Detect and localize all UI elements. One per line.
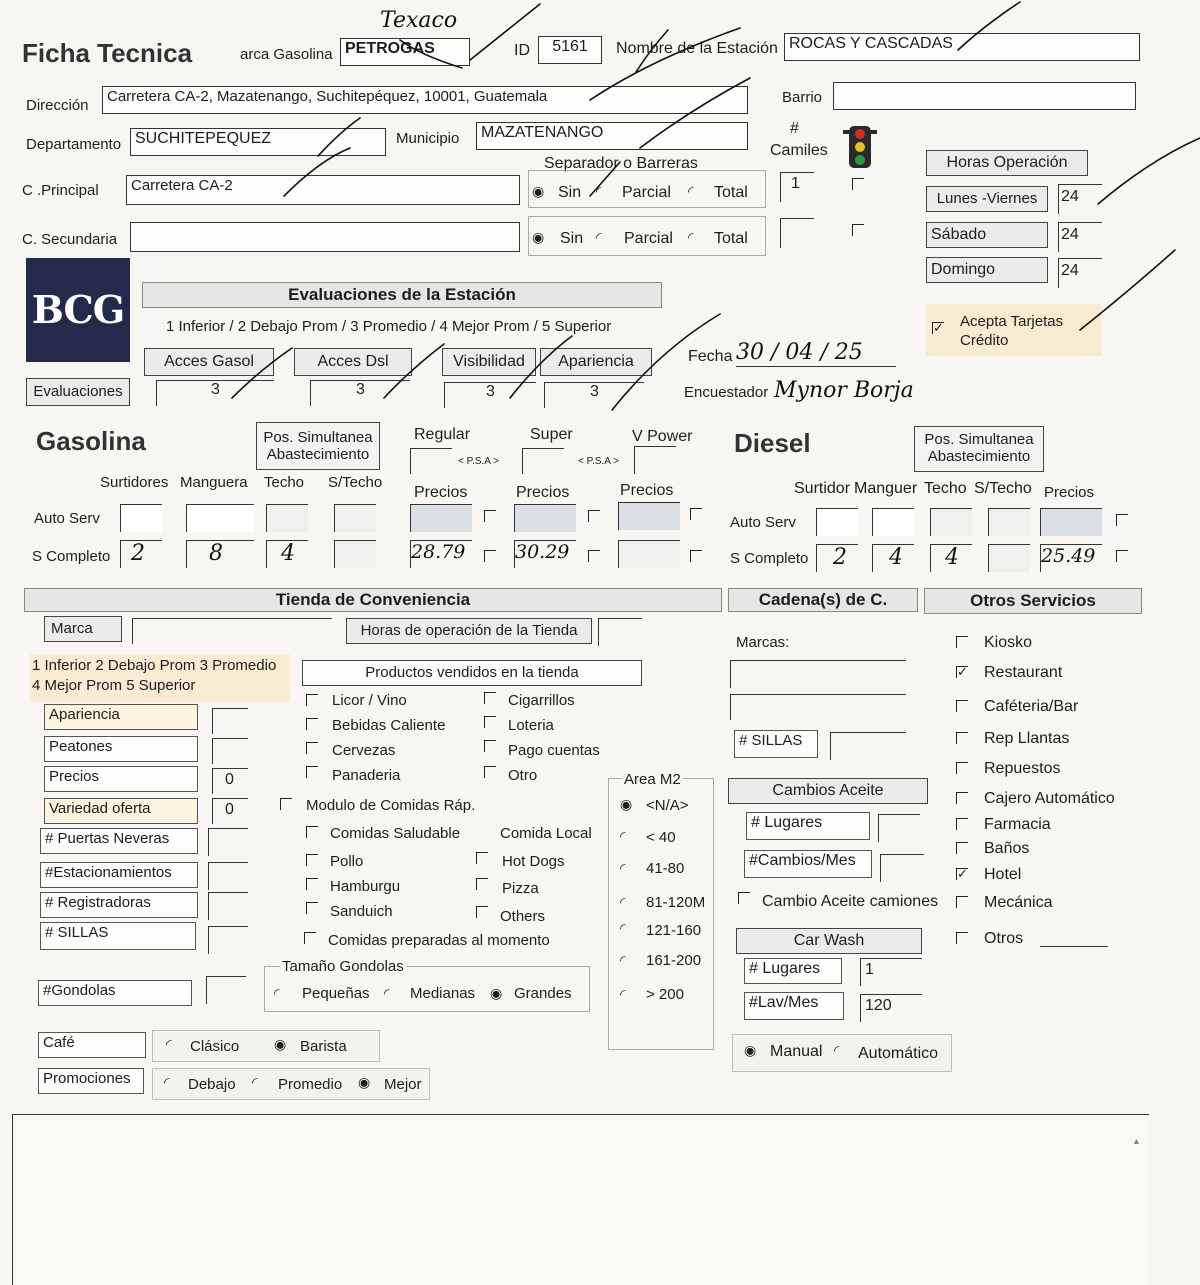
area-121-160-label: 121-160 — [646, 922, 702, 939]
area-title: Area M2 — [624, 771, 681, 788]
eval-acces-dsl-field[interactable]: 3 — [310, 380, 410, 406]
sep2-parcial-label: Parcial — [624, 230, 673, 247]
dsl-completo-precio[interactable]: 25.49 — [1040, 544, 1102, 572]
encuestador-value[interactable]: Mynor Borja — [774, 378, 914, 403]
pen-stroke — [590, 28, 740, 100]
form-title: Ficha Tecnica — [22, 38, 193, 68]
area-200-radio[interactable]: ◜ — [620, 986, 626, 1002]
pen-stroke — [590, 162, 620, 196]
gas-col-techo: Techo — [264, 474, 305, 491]
cw-lav-field[interactable]: 120 — [860, 994, 922, 1022]
pen-stroke — [636, 30, 668, 72]
cambio-camiones-label: Cambio Aceite camiones — [762, 893, 939, 910]
otros-label-3: Rep Llantas — [984, 730, 1070, 747]
evaluaciones-scale: 1 Inferior / 2 Debajo Prom / 3 Promedio / 4 Mejor Prom / 5 Superior — [166, 318, 612, 335]
eval-acces-gasol-field[interactable]: 3 — [156, 380, 274, 406]
otros-label-4: Repuestos — [984, 760, 1061, 777]
prod-cervezas-label: Cervezas — [332, 742, 396, 759]
area-na-radio[interactable]: ◉ — [620, 796, 633, 812]
dsl-row-completo: S Completo — [730, 550, 809, 567]
mode-auto-radio[interactable]: ◜ — [834, 1042, 840, 1058]
dsl-completo-techo[interactable]: 4 — [930, 544, 972, 572]
dsl-col-manguer: Manguer — [854, 480, 918, 497]
cadena-marcas-label: Marcas: — [736, 634, 790, 651]
tienda-scale-2: 4 Mejor Prom 5 Superior — [32, 677, 196, 694]
promo-mejor-label: Mejor — [384, 1076, 422, 1093]
estacion-label: Nombre de la Estación — [616, 40, 778, 57]
gas-col-surtidores: Surtidores — [100, 474, 169, 491]
horas-sab-field[interactable]: 24 — [1058, 222, 1102, 252]
cambios-title: Cambios Aceite — [728, 778, 928, 804]
diesel-pos-line2: Abastecimiento — [927, 448, 1031, 465]
id-label: ID — [514, 42, 530, 59]
gas-precios-2: Precios — [516, 484, 570, 501]
tarjetas-check[interactable]: ✓ — [933, 320, 944, 335]
sep2-parcial-radio[interactable]: ◜ — [596, 229, 602, 245]
dsl-completo-manguer[interactable]: 4 — [872, 544, 914, 572]
area-161-200-radio[interactable]: ◜ — [620, 952, 626, 968]
promo-debajo-radio[interactable]: ◜ — [164, 1074, 170, 1090]
pen-stroke — [384, 344, 444, 398]
pen-stroke — [400, 40, 462, 68]
municipio-label: Municipio — [396, 130, 460, 147]
mode-manual-radio[interactable]: ◉ — [744, 1042, 757, 1058]
departamento-field[interactable]: SUCHITEPEQUEZ — [130, 128, 386, 156]
bcg-logo: BCG — [26, 258, 130, 362]
sep1-total-radio[interactable]: ◜ — [688, 183, 694, 199]
municipio-field[interactable]: MAZATENANGO — [476, 122, 748, 150]
otros-check-1[interactable]: ✓ — [957, 664, 968, 679]
comida-saludable-label: Comidas Saludable — [330, 825, 461, 842]
pen-stroke — [1098, 138, 1200, 204]
horas-lv-field[interactable]: 24 — [1058, 184, 1102, 214]
cw-lugares-label: # Lugares — [744, 958, 842, 984]
sep2-sin-radio[interactable]: ◉ — [532, 229, 545, 245]
gas-row-completo: S Completo — [32, 548, 111, 565]
rating-estacionamientos-label: #Estacionamientos — [40, 862, 198, 888]
dsl-col-precios: Precios — [1044, 484, 1095, 501]
marca-field[interactable]: PETROGAS — [340, 38, 470, 66]
dsl-col-stecho: S/Techo — [974, 480, 1032, 497]
pen-stroke — [318, 118, 360, 156]
comida-hotdogs-label: Hot Dogs — [502, 853, 565, 870]
otros-label-8: Hotel — [984, 866, 1022, 883]
rating-puertas-label: # Puertas Neveras — [40, 828, 198, 854]
otros-label-10: Otros — [984, 930, 1024, 947]
gas-completo-manguera[interactable]: 8 — [186, 540, 254, 568]
marca-label: arca Gasolina — [240, 46, 333, 63]
psa-2: < P.S.A > — [578, 456, 619, 467]
fecha-label: Fecha — [688, 348, 733, 365]
promo-promedio-label: Promedio — [278, 1076, 343, 1093]
gas-completo-precio-super[interactable]: 30.29 — [514, 540, 576, 568]
pen-stroke — [284, 148, 350, 196]
modulo-label: Modulo de Comidas Ráp. — [306, 797, 476, 814]
tienda-title: Tienda de Conveniencia — [24, 588, 722, 612]
rating-peatones-label: Peatones — [44, 736, 198, 762]
fecha-value[interactable]: 30 / 04 / 25 — [736, 340, 863, 365]
departamento-label: Departamento — [26, 136, 122, 153]
horas-sab-label: Sábado — [926, 222, 1048, 248]
promo-mejor-radio[interactable]: ◉ — [358, 1074, 371, 1090]
otros-label-6: Farmacia — [984, 816, 1051, 833]
cadena-title: Cadena(s) de C. — [728, 588, 918, 612]
camiones-label: Camiles — [770, 142, 828, 159]
tamano-grandes-radio[interactable]: ◉ — [490, 985, 503, 1001]
comida-hamburgu-label: Hamburgu — [330, 878, 401, 895]
tienda-horas-label: Horas de operación de la Tienda — [346, 618, 592, 644]
area-41-80-radio[interactable]: ◜ — [620, 860, 626, 876]
comida-others-label: Others — [500, 908, 546, 925]
prod-pago-label: Pago cuentas — [508, 742, 600, 759]
direccion-label: Dirección — [26, 97, 89, 114]
mode-auto-label: Automático — [858, 1045, 939, 1062]
horas-dom-label: Domingo — [926, 257, 1048, 283]
otros-label-9: Mecánica — [984, 894, 1053, 911]
carwash-title: Car Wash — [736, 928, 922, 954]
horas-title: Horas Operación — [926, 150, 1088, 176]
sep1-sin-label: Sin — [558, 184, 582, 201]
otros-title: Otros Servicios — [924, 588, 1142, 614]
separador-title: Separador o Barreras — [544, 155, 698, 172]
area-na-label: <N/A> — [646, 797, 689, 814]
prod-bebidas-label: Bebidas Caliente — [332, 717, 446, 734]
cafe-barista-label: Barista — [300, 1038, 347, 1055]
dsl-completo-surtidor[interactable]: 2 — [816, 544, 858, 572]
tarjetas-label-2: Crédito — [960, 332, 1009, 349]
diesel-title: Diesel — [734, 428, 811, 458]
cafe-clasico-radio[interactable]: ◜ — [166, 1036, 172, 1052]
cw-lav-label: #Lav/Mes — [744, 992, 844, 1020]
gas-completo-techo[interactable]: 4 — [266, 540, 308, 568]
pen-stroke — [1080, 250, 1175, 330]
barrio-label: Barrio — [782, 89, 823, 106]
fuel-regular-label: Regular — [414, 426, 471, 443]
pen-stroke — [612, 314, 720, 410]
area-81-120-radio[interactable]: ◜ — [620, 894, 626, 910]
gas-completo-surtidores[interactable]: 2 — [120, 540, 162, 568]
otros-label-5: Cajero Automático — [984, 790, 1115, 807]
area-40-label: < 40 — [646, 829, 676, 846]
cafe-label: Café — [38, 1032, 146, 1058]
gondolas-label: #Gondolas — [38, 980, 192, 1006]
sep1-total-label: Total — [714, 184, 748, 201]
encuestador-label: Encuestador — [684, 384, 769, 401]
area-40-radio[interactable]: ◜ — [620, 828, 626, 844]
pen-stroke — [640, 78, 750, 148]
c-secundaria-label: C. Secundaria — [22, 231, 118, 248]
sep2-total-label: Total — [714, 230, 748, 247]
otros-check-8[interactable]: ✓ — [957, 866, 968, 881]
direccion-field[interactable]: Carretera CA-2, Mazatenango, Suchitepéquez, 10001, Guatemala — [102, 86, 748, 114]
evaluaciones-row-label: Evaluaciones — [26, 378, 130, 406]
dsl-row-auto: Auto Serv — [730, 514, 796, 531]
sep2-sin-label: Sin — [560, 230, 584, 247]
eval-acces-dsl-label: Acces Dsl — [294, 348, 412, 376]
tamano-pequenas-label: Pequeñas — [302, 985, 370, 1002]
eval-visibilidad-field[interactable]: 3 — [444, 382, 536, 408]
evaluaciones-title: Evaluaciones de la Estación — [142, 282, 662, 308]
gasolina-title: Gasolina — [36, 426, 146, 456]
comida-pizza-label: Pizza — [502, 880, 539, 897]
tamano-title: Tamaño Gondolas — [282, 958, 404, 975]
productos-title: Productos vendidos en la tienda — [302, 660, 642, 686]
rating-apariencia-label: Apariencia — [44, 704, 198, 730]
otros-label-2: Caféteria/Bar — [984, 698, 1079, 715]
pen-stroke — [470, 4, 540, 60]
pen-stroke — [510, 336, 572, 398]
tamano-pequenas-radio[interactable]: ◜ — [274, 985, 280, 1001]
rating-sillas-label: # SILLAS — [40, 922, 196, 950]
prod-cigarrillos-label: Cigarrillos — [508, 692, 575, 709]
rating-registradoras-label: # Registradoras — [40, 892, 198, 918]
horas-dom-field[interactable]: 24 — [1058, 258, 1102, 288]
sep1-sin-radio[interactable]: ◉ — [532, 183, 545, 199]
sep2-total-radio[interactable]: ◜ — [688, 229, 694, 245]
estacion-field[interactable]: ROCAS Y CASCADAS — [784, 33, 1140, 61]
otros-label-7: Baños — [984, 840, 1030, 857]
gas-precios-1: Precios — [414, 484, 468, 501]
mode-manual-label: Manual — [770, 1043, 823, 1060]
fuel-vpower-label: V Power — [632, 428, 693, 445]
sep1-parcial-label: Parcial — [622, 184, 671, 201]
sep1-parcial-radio[interactable]: ◜ — [596, 183, 602, 199]
camiones-hash: # — [790, 120, 799, 137]
tamano-grandes-label: Grandes — [514, 985, 572, 1002]
promo-promedio-radio[interactable]: ◜ — [252, 1074, 258, 1090]
dsl-col-surtidor: Surtidor — [794, 480, 851, 497]
area-81-120-label: 81-120M — [646, 894, 706, 911]
dsl-col-techo: Techo — [924, 480, 967, 497]
tienda-marca-label: Marca — [44, 616, 122, 642]
gas-precios-3: Precios — [620, 482, 674, 499]
area-41-80-label: 41-80 — [646, 860, 685, 877]
comida-sanduich-label: Sanduich — [330, 903, 393, 920]
cambios-mes-label: #Cambios/Mes — [744, 850, 872, 878]
prod-loteria-label: Loteria — [508, 717, 554, 734]
camiones-field-1[interactable]: 1 — [780, 172, 814, 202]
comida-preparadas-label: Comidas preparadas al momento — [328, 932, 550, 949]
c-principal-label: C .Principal — [22, 182, 99, 199]
tarjetas-label: Acepta Tarjetas — [960, 313, 1064, 330]
scroll-up-icon[interactable]: ▲ — [1132, 1136, 1141, 1146]
tamano-medianas-radio[interactable]: ◜ — [384, 985, 390, 1001]
gas-completo-precio-regular[interactable]: 28.79 — [410, 540, 472, 568]
eval-apariencia-field[interactable]: 3 — [544, 382, 644, 408]
pen-stroke — [232, 348, 292, 398]
psa-1: < P.S.A > — [458, 456, 499, 467]
prod-licor-label: Licor / Vino — [332, 692, 407, 709]
prod-panaderia-label: Panaderia — [332, 767, 401, 784]
fuel-super-label: Super — [530, 426, 573, 443]
prod-otro-label: Otro — [508, 767, 538, 784]
gasolina-pos-line2: Abastecimiento — [266, 446, 370, 463]
cadena-sillas-label: # SILLAS — [734, 730, 818, 758]
c-principal-field[interactable]: Carretera CA-2 — [126, 175, 520, 205]
gas-col-stecho: S/Techo — [328, 474, 383, 491]
gasolina-pos-line1: Pos. Simultanea — [263, 429, 373, 446]
cafe-clasico-label: Clásico — [190, 1038, 240, 1055]
tamano-medianas-label: Medianas — [410, 985, 476, 1002]
comida-pollo-label: Pollo — [330, 853, 364, 870]
id-field[interactable]: 5161 — [538, 36, 602, 64]
comida-local-label: Comida Local — [500, 825, 592, 842]
cafe-barista-radio[interactable]: ◉ — [274, 1036, 287, 1052]
marca-handwritten: Texaco — [380, 8, 458, 33]
otros-label-0: Kiosko — [984, 634, 1033, 651]
pen-stroke — [958, 2, 1020, 50]
gas-row-auto: Auto Serv — [34, 510, 100, 527]
area-121-160-radio[interactable]: ◜ — [620, 920, 626, 936]
promo-debajo-label: Debajo — [188, 1076, 236, 1093]
rating-variedad-field[interactable]: 0 — [212, 798, 248, 824]
rating-precios-field[interactable]: 0 — [212, 768, 248, 794]
tienda-scale-1: 1 Inferior 2 Debajo Prom 3 Promedio — [32, 657, 277, 674]
area-200-label: > 200 — [646, 986, 684, 1003]
eval-acces-gasol-label: Acces Gasol — [144, 348, 274, 376]
area-161-200-label: 161-200 — [646, 952, 702, 969]
rating-variedad-label: Variedad oferta — [44, 798, 198, 824]
eval-visibilidad-label: Visibilidad — [442, 348, 536, 376]
cw-lugares-field[interactable]: 1 — [860, 958, 922, 986]
diesel-pos-line1: Pos. Simultanea — [924, 431, 1034, 448]
gas-col-manguera: Manguera — [180, 474, 248, 491]
cambios-lugares-label: # Lugares — [746, 812, 870, 840]
promo-label: Promociones — [38, 1068, 144, 1094]
otros-label-1: Restaurant — [984, 664, 1063, 681]
eval-apariencia-label: Apariencia — [540, 348, 652, 376]
horas-lv-label: Lunes -Viernes — [926, 186, 1048, 212]
rating-precios-label: Precios — [44, 766, 198, 792]
